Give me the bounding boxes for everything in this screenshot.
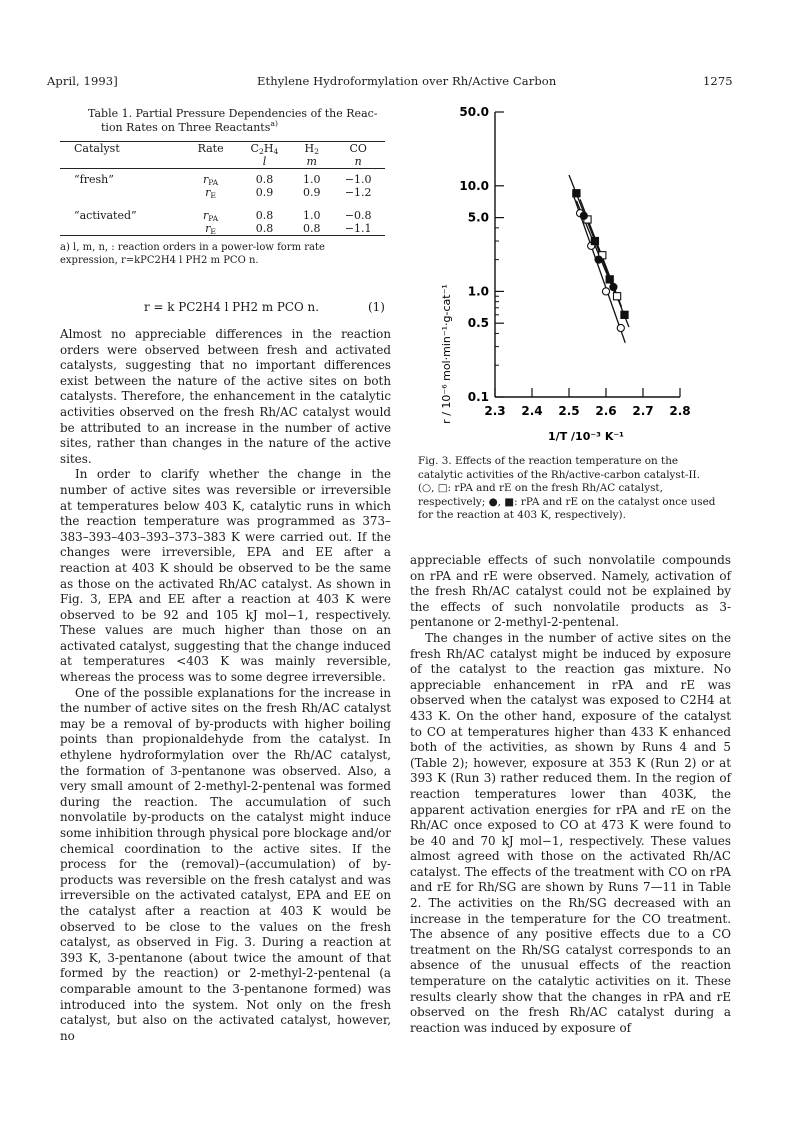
x-tick-label: 2.5 — [558, 404, 580, 418]
table-caption-line-2: tion Rates on Three Reactants — [101, 121, 271, 134]
th-n: n — [354, 155, 362, 168]
data-point-open-circle — [617, 324, 624, 331]
y-tick-label: 50.0 — [459, 105, 489, 119]
right-column — [410, 553, 731, 1036]
equation-1: r = k PC2H4 l PH2 m PCO n. — [144, 300, 319, 314]
figure-3-caption: Fig. 3. Effects of the reaction temperature on the catalytic activities of the Rh/active-carbon catalyst-II. (○, □: rPA and rE on the fresh Rh/AC catalyst, respectively; ●, ■: rPA and rE on the catalyst once used for the reaction at 403 K, respectively). — [418, 455, 716, 521]
th-catalyst: Catalyst — [74, 142, 120, 155]
data-point-filled-circle — [610, 283, 617, 290]
cell-m: 1.0 — [303, 209, 321, 222]
cell-rate: $r_{PA}$ — [202, 173, 219, 187]
chart-marks — [573, 190, 628, 332]
running-header-title: Ethylene Hydroformylation over Rh/Active Carbon — [257, 74, 557, 88]
table-row — [60, 173, 385, 186]
cell-rate: $r_E$ — [205, 186, 217, 200]
cell-l: 0.8 — [255, 173, 274, 186]
paragraph: Almost no appreciable differences in the reaction orders were observed between fresh and activated catalysts, suggesting that no important differences exist between the nature of the active sites on both catalysts. Therefore, the enhancement in the catalytic activities observed on the fresh Rh/AC catalyst would be attributed to an increase in the number of active sites, rather than changes in the nature of the active sites. — [60, 327, 391, 466]
cell-catalyst: “activated” — [74, 209, 137, 222]
cell-m: 1.0 — [303, 173, 321, 186]
y-tick-label: 10.0 — [459, 178, 489, 193]
data-point-open-square — [614, 293, 621, 300]
data-point-filled-square — [621, 311, 628, 318]
page-number: 1275 — [703, 74, 733, 88]
data-point-filled-square — [591, 237, 598, 244]
th-l: l — [262, 155, 267, 168]
cell-n: −0.8 — [344, 209, 372, 222]
y-axis-label: r / 10⁻⁶ mol·min⁻¹·g-cat⁻¹ — [440, 284, 453, 424]
paragraph: In order to clarify whether the change in the number of active sites was reversible or irreversible at temperatures below 403 K, catalytic runs in which the reaction temperature was programmed as 373–383–393–403–393–373–383 K were carried out. If the changes were irreversible, EPA and EE after a reaction at 403 K should be observed to be the same as those on the activated Rh/AC catalyst. As shown in Fig. 3, EPA and EE after a reaction at 403 K were observed to be 92 and 105 kJ mol−1, respectively. These values are much higher than those on an activated catalyst, suggesting that the change induced at temperatures <403 K was mainly reversible, whereas the process was to some degree irreversible. — [60, 467, 391, 685]
data-point-filled-circle — [595, 256, 602, 263]
y-tick-label: 0.1 — [467, 390, 489, 404]
left-column — [60, 327, 391, 1044]
data-point-open-circle — [602, 288, 609, 295]
table-row — [60, 186, 385, 199]
x-tick-label: 2.6 — [595, 404, 617, 418]
figure-3-chart — [410, 104, 710, 444]
cell-l: 0.9 — [255, 186, 274, 199]
table-caption-line-1: Table 1. Partial Pressure Dependencies of the Reac- — [88, 107, 378, 120]
cell-m: 0.9 — [303, 186, 321, 199]
data-point-filled-square — [573, 190, 580, 197]
y-tick-label: 1.0 — [467, 284, 489, 299]
x-axis-label: 1/T /10⁻³ K⁻¹ — [548, 430, 624, 443]
th-c2h4: $C_2H_4$ — [250, 142, 279, 156]
y-tick-label: 5.0 — [467, 210, 489, 225]
cell-m: 0.8 — [303, 222, 321, 235]
y-tick-label: 0.5 — [467, 316, 489, 331]
th-m: m — [306, 155, 317, 168]
table-footnote-line-1: a) l, m, n, : reaction orders in a power-low form rate — [60, 242, 325, 253]
table-1-grid — [60, 141, 385, 236]
th-co: CO — [349, 142, 367, 155]
x-tick-label: 2.8 — [669, 404, 691, 418]
fit-line — [569, 175, 629, 327]
cell-rate: $r_E$ — [205, 222, 217, 236]
table-footnote-line-2: expression, r=kPC2H4 l PH2 m PCO n. — [60, 254, 259, 266]
cell-rate: $r_{PA}$ — [202, 209, 219, 223]
cell-catalyst: “fresh” — [74, 173, 114, 186]
equation-number: (1) — [368, 300, 385, 314]
paragraph: One of the possible explanations for the increase in the number of active sites on the fresh Rh/AC catalyst may be a removal of by-products with higher boiling points than propionaldehyde from the catalyst. In ethylene hydroformylation over the Rh/AC catalyst, the formation of 3-pentanone was observed. Also, a very small amount of 2-methyl-2-pentenal was formed during the reaction. The accumulation of such nonvolatile by-products on the catalyst might induce some inhibition through physical pore blockage and/or chemical coordination to the active sites. If the process for the (removal)–(accumulation) of by-products was reversible on the fresh catalyst and was irreversible on the activated catalyst, EPA and EE on the catalyst after a reaction at 403 K would be observed to be close to the values on the fresh catalyst, as observed in Fig. 3. During a reaction at 393 K, 3-pentanone (about twice the amount of that formed by the reaction) or 2-methyl-2-pentenal (a comparable amount to the 3-pentanone formed) was introduced into the system. Not only on the fresh catalyst, but also on the activated catalyst, however, no — [60, 685, 391, 1043]
table-caption-note-mark: a) — [270, 119, 278, 128]
paragraph: appreciable effects of such nonvolatile compounds on rPA and rE were observed. Namely, activation of the fresh Rh/AC catalyst could not be explained by the effects of such nonvolatile products as 3-pentanone or 2-methyl-2-pentenal. — [410, 553, 731, 630]
x-tick-label: 2.4 — [521, 404, 543, 418]
cell-n: −1.1 — [344, 222, 372, 235]
x-tick-label: 2.3 — [484, 404, 506, 418]
running-header-left: April, 1993] — [47, 74, 118, 88]
cell-n: −1.2 — [344, 186, 372, 199]
data-point-filled-square — [606, 276, 613, 283]
cell-l: 0.8 — [255, 209, 274, 222]
data-point-filled-circle — [580, 212, 587, 219]
cell-n: −1.0 — [344, 173, 372, 186]
th-h2: $H_2$ — [304, 142, 319, 156]
table-footnote — [60, 242, 390, 267]
table-row — [60, 209, 385, 222]
cell-l: 0.8 — [255, 222, 274, 235]
chart-axes — [459, 105, 690, 418]
x-tick-label: 2.7 — [632, 404, 654, 418]
table-1 — [60, 107, 390, 267]
table-row — [60, 222, 385, 236]
table-caption — [60, 107, 390, 135]
paragraph: The changes in the number of active sites on the fresh Rh/AC catalyst might be induced by exposure of the catalyst to the reaction gas mixture. No appreciable enhancement in rPA and rE was observed when the catalyst was exposed to C2H4 at 433 K. On the other hand, exposure of the catalyst to CO at temperatures higher than 433 K enhanced both of the activities, as shown by Runs 4 and 5 (Table 2); however, exposure at 353 K (Run 2) or at 393 K (Run 3) rather reduced them. In the region of reaction temperatures lower than 403K, the apparent activation energies for rPA and rE on the Rh/AC once exposed to CO at 473 K were found to be 40 and 70 kJ mol−1, respectively. These values almost agreed with those on the activated Rh/AC catalyst. The effects of the treatment with CO on rPA and rE for Rh/SG are shown by Runs 7—11 in Table 2. The activities on the Rh/SG decreased with an increase in the temperature for the CO treatment. The absence of any positive effects due to a CO treatment on the Rh/SG catalyst corresponds to an absence of the unusual effects of the reaction temperature on the catalytic activities on it. These results clearly show that the changes in rPA and rE observed on the fresh Rh/AC catalyst during a reaction was induced by exposure of — [410, 630, 731, 1035]
th-rate: Rate — [197, 142, 224, 155]
